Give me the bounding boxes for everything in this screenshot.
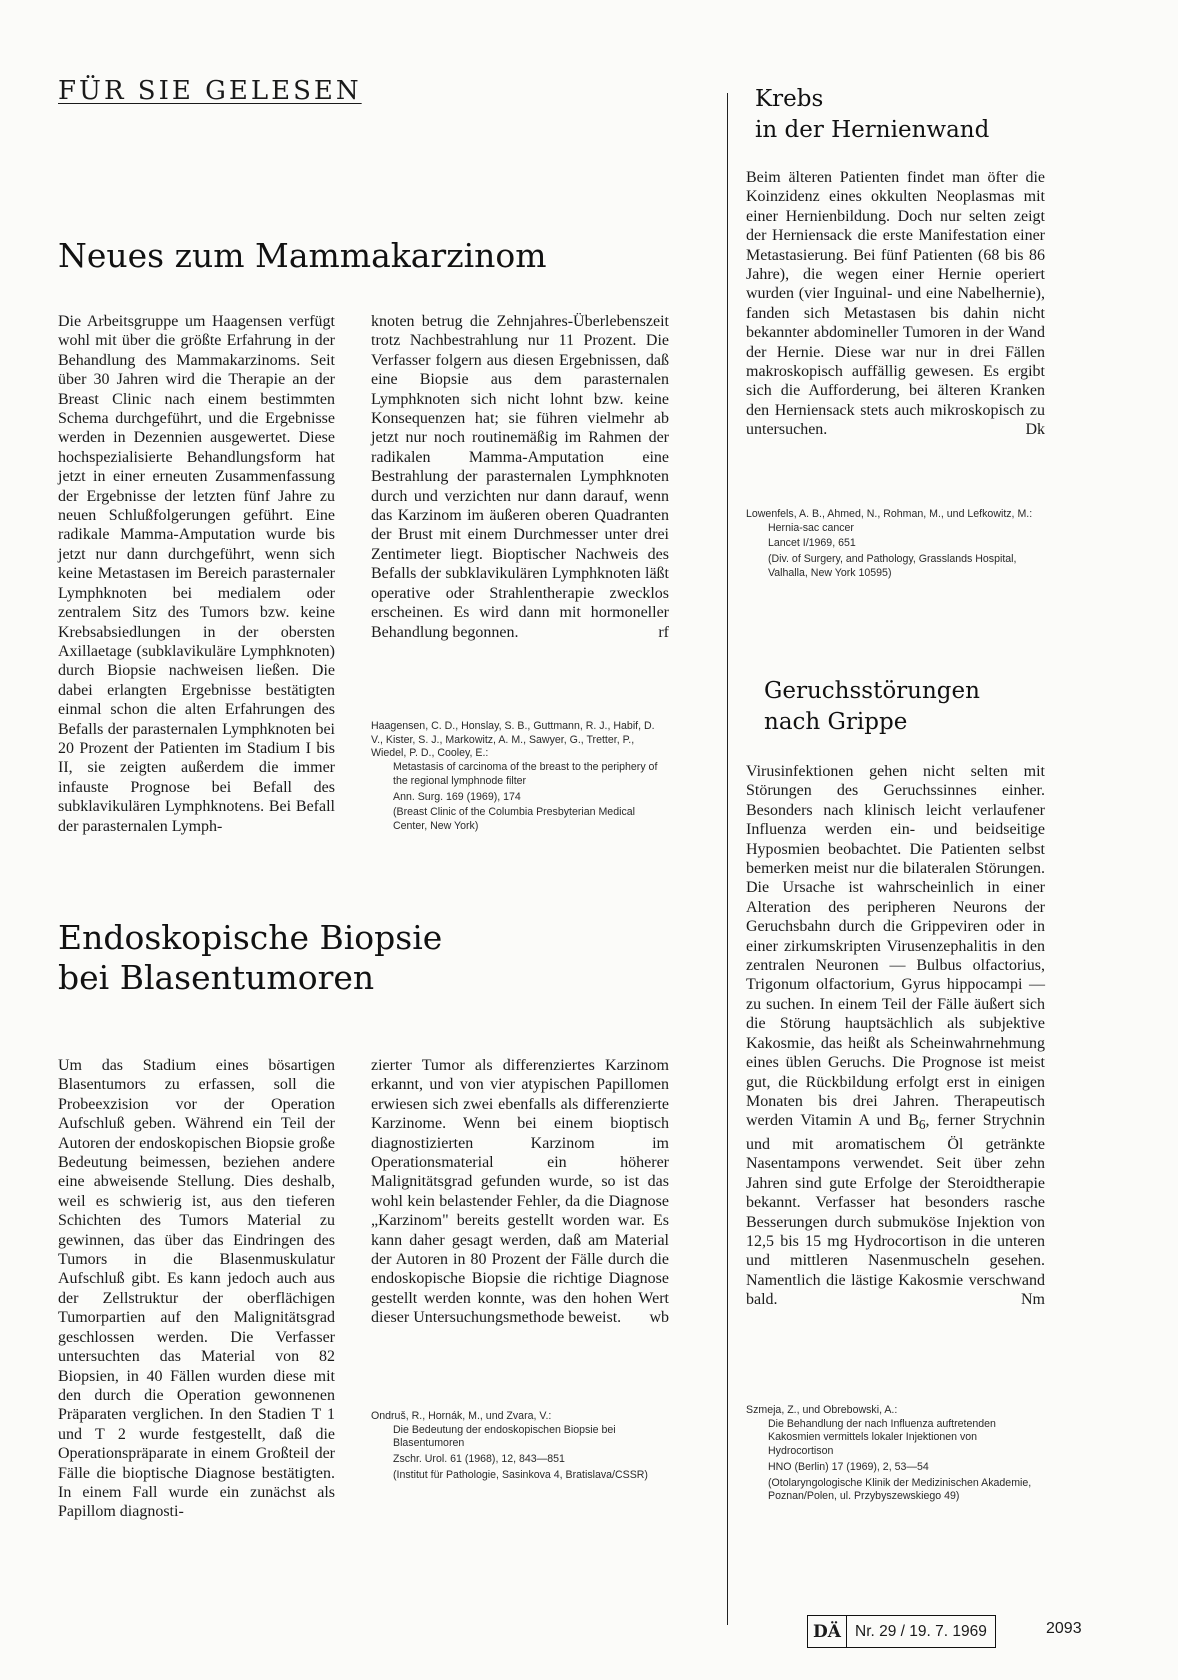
title-line: in der Hernienwand xyxy=(755,117,990,144)
article-mammakarzinom-col2 xyxy=(371,312,669,642)
reference-source: Ann. Surg. 169 (1969), 174 xyxy=(393,790,521,803)
reference-source: HNO (Berlin) 17 (1969), 2, 53—54 xyxy=(768,1460,929,1473)
title-line: nach Grippe xyxy=(764,709,908,736)
reference-authors: Haagensen, C. D., Honslay, S. B., Guttmann, R. J., Habif, D. V., Kister, S. J., Markowitz, A. M., Sawyer, G., Tretter, P., Wiedel, P. D., Cooley, E.: xyxy=(371,720,655,760)
column-divider xyxy=(727,93,728,1625)
author-signature: Dk xyxy=(1025,421,1045,439)
title-line: Geruchsstörungen xyxy=(764,678,980,704)
article-hernienwand-body xyxy=(746,168,1045,440)
author-signature: wb xyxy=(649,1309,669,1327)
reference-title: Die Behandlung der nach Influenza auftretenden Kakosmien vermittels lokaler Injektionen von Hydrocortison xyxy=(768,1417,996,1458)
body-text: knoten betrug die Zehnjahres-Überlebenszeit trotz Nachbestrahlung nur 11 Prozent. Die Verfasser folgern aus diesen Ergebnissen, daß eine Biopsie aus dem parasternalen Lymphknoten sich nicht lohnt bzw. keine Konsequenzen hat; sie führen vielmehr ab jetzt nur noch routinemäßig im Rahmen der radikalen Mamma-Amputation eine Bestrahlung der parasternalen Lymphknoten durch und verzichten nur dann darauf, wenn das Karzinom im äußeren oberen Quadranten der Brust mit einem Durchmesser unter drei Zentimeter liegt. Bioptischer Nachweis des Befalls der subklavikulären Lymphknoten läßt operative oder Strahlentherapie zwecklos erscheinen. Es wird dann mit hormoneller Behandlung begonnen. xyxy=(371,313,669,641)
article-biopsie-col2 xyxy=(371,1056,669,1328)
page-number: 2093 xyxy=(1046,1620,1082,1637)
article-title-mammakarzinom: Neues zum Mammakarzinom xyxy=(58,236,547,275)
reference-geruchsstoerungen xyxy=(746,1404,1045,1504)
title-line: bei Blasentumoren xyxy=(58,958,375,998)
reference-institution: (Breast Clinic of the Columbia Presbyterian Medical Center, New York) xyxy=(393,806,635,832)
body-text: Virusinfektionen gehen nicht selten mit Störungen des Geruchssinnes einher. Besonders nach klinisch leicht verlaufener Influenza werden ein- und beidseitige Hyposmien beobachtet. Die Patienten selbst bemerken meist nur die bilateralen Störungen. Die Ursache ist wahrscheinlich in einer Alteration des peripheren Neurons der Geruchsbahn durch die Grippeviren oder in einer zirkumskripten Virusenzephalitis in den zentralen Neuronen — Bulbus olfactorius, Trigonum olfactorium, Gyrus hippocampi — zu suchen. In einem Teil der Fälle äußert sich die Störung hauptsächlich als subjektive Kakosmie, das heißt als Scheinwahrnehmung eines üblen Geruchs. Die Prognose ist meist gut, die Rückbildung erfolgt erst in einigen Monaten bis drei Jahren. Therapeutisch werden Vitamin A und B xyxy=(746,763,1045,1130)
reference-authors: Lowenfels, A. B., Ahmed, N., Rohman, M., und Lefkowitz, M.: xyxy=(746,508,1033,520)
author-signature: rf xyxy=(658,623,669,641)
article-title-biopsie xyxy=(58,918,442,999)
author-signature: Nm xyxy=(1021,1291,1045,1309)
section-label: FÜR SIE GELESEN xyxy=(58,76,362,106)
title-line: Krebs xyxy=(755,86,824,112)
reference-title: Hernia-sac cancer xyxy=(768,521,854,534)
article-biopsie-col1 xyxy=(58,1056,335,1522)
article-title-hernienwand xyxy=(755,84,989,146)
reference-biopsie xyxy=(371,1410,669,1483)
article-geruchsstoerungen-body xyxy=(746,762,1045,1310)
issue-number: Nr. 29 / 19. 7. 1969 xyxy=(855,1622,987,1640)
subscript: 6 xyxy=(918,1117,926,1133)
article-title-geruchsstoerungen xyxy=(764,676,980,738)
title-line: Endoskopische Biopsie xyxy=(58,918,443,957)
issue-box xyxy=(807,1615,996,1648)
reference-title: Die Bedeutung der endoskopischen Biopsie bei Blasentumoren xyxy=(393,1423,616,1450)
reference-institution: (Div. of Surgery, and Pathology, Grasslands Hospital, Valhalla, New York 10595) xyxy=(768,553,1017,579)
reference-authors: Szmeja, Z., und Obrebowski, A.: xyxy=(746,1404,898,1416)
reference-source: Lancet I/1969, 651 xyxy=(768,537,856,550)
reference-authors: Ondruš, R., Hornák, M., und Zvara, V.: xyxy=(371,1410,552,1422)
article-mammakarzinom-col1 xyxy=(58,312,335,836)
reference-hernienwand xyxy=(746,508,1045,581)
body-text: zierter Tumor als differenziertes Karzinom erkannt, und von vier atypischen Papillomen erwiesen sich zwei ebenfalls als differenzierte Karzinome. Wenn bei einem bioptisch diagnostizierten Karzinom im Operationsmaterial ein höherer Malignitätsgrad gefunden wurde, so ist das wohl kein belastender Fehler, da die Diagnose „Karzinom" bereits gestellt worden war. Es kann daher gesagt werden, daß am Material der Autoren in 80 Prozent der Fälle durch die endoskopische Biopsie die richtige Diagnose gestellt werden konnte, was den hohen Wert dieser Untersuchungsmethode beweist. xyxy=(371,1057,669,1327)
reference-institution: (Institut für Pathologie, Sasinkova 4, Bratislava/CSSR) xyxy=(393,1468,648,1481)
body-text: Beim älteren Patienten findet man öfter die Koinzidenz eines okkulten Neoplasmas mit einer Hernienbildung. Doch nur selten zeigt der Herniensack die erste Manifestation einer Metastasierung. Bei fünf Patienten (68 bis 86 Jahre), die wegen einer Hernie operiert wurden (vier Inguinal- und eine Nabelhernie), fanden sich Metastasen bis dahin nicht bekannter abdomineller Tumoren in der Wand der Hernie. Diese war nur in drei Fällen makroskopisch auffällig gewesen. Es ergibt sich die Aufforderung, bei älteren Kranken den Herniensack stets auch mikroskopisch zu untersuchen. xyxy=(746,169,1045,439)
body-text: Die Arbeitsgruppe um Haagensen verfügt wohl mit über die größte Erfahrung in der Behandlung des Mammakarzinoms. Seit über 30 Jahren wird die Therapie an der Breast Clinic nach einem bestimmten Schema durchgeführt, und die Ergebnisse werden in Dezennien ausgewertet. Diese hochspezialisierte Behandlungsform hat jetzt in einer erneuten Zusammenfassung der Ergebnisse der letzten fünf Jahre zu neuen Schlußfolgerungen geführt. Eine radikale Mamma-Amputation wurde bis jetzt nur dann durchgeführt, wenn sich keine Metastasen im Bereich parasternaler Lymphknoten bei medialem oder zentralem Sitz des Tumors bzw. keine Krebsabsiedlungen in der obersten Axillaetage (subklavikuläre Lymphknoten) durch Biopsie nachweisen ließen. Die dabei erlangten Ergebnisse bestätigten einmal schon die alten Erfahrungen des Befalls der parasternalen Lymphknoten bei 20 Prozent der Patienten im Stadium I bis II, sie zeigten außerdem die immer infauste Prognose bei Befall des subklavikulären Lymphknotens. Bei Befall der parasternalen Lymph- xyxy=(58,313,335,835)
body-text: Um das Stadium eines bösartigen Blasentumors zu erfassen, soll die Probeexzision vor der Operation Aufschluß geben. Während ein Teil der Autoren der endoskopischen Biopsie große Bedeutung beimessen, beziehen andere eine abweisende Stellung. Dies deshalb, weil es schwierig ist, aus den tieferen Schichten des Tumors Material zu gewinnen, das über das Eindringen des Tumors in die Blasenmuskulatur Aufschluß gibt. Es kann jedoch auch aus der Zellstruktur der oberflächigen Tumorpartien auf den Malignitätsgrad geschlossen werden. Die Verfasser untersuchten das Material von 82 Biopsien, in 40 Fällen wurden diese mit den durch die Operation gewonnenen Präparaten verglichen. In den Stadien T 1 und T 2 wurde festgestellt, daß die Operationspräparate in einem Großteil der Fälle die bioptische Diagnose bestätigten. In einem Fall wurde ein zunächst als Papillom diagnosti- xyxy=(58,1057,335,1521)
reference-title: Metastasis of carcinoma of the breast to the periphery of the regional lymphnode filter xyxy=(393,761,658,787)
reference-institution: (Otolaryngologische Klinik der Medizinischen Akademie, Poznan/Polen, ul. Przybyszewskiego 49) xyxy=(768,1476,1032,1503)
reference-source: Zschr. Urol. 61 (1968), 12, 843—851 xyxy=(393,1453,565,1466)
reference-mammakarzinom xyxy=(371,720,669,834)
body-text: , ferner Strychnin und mit aromatischem Öl getränkte Nasentampons verwendet. Seit über zehn Jahren sind gute Erfolge der Steroidtherapie bekannt. Verfasser hat besonders rasche Besserungen durch submuköse Injektion von 12,5 bis 15 mg Hydrocortison in die unteren und mittleren Nasenmuscheln gesehen. Namentlich die lästige Kakosmie verschwand bald. xyxy=(746,1112,1045,1309)
journal-logo: DÄ xyxy=(808,1616,847,1647)
